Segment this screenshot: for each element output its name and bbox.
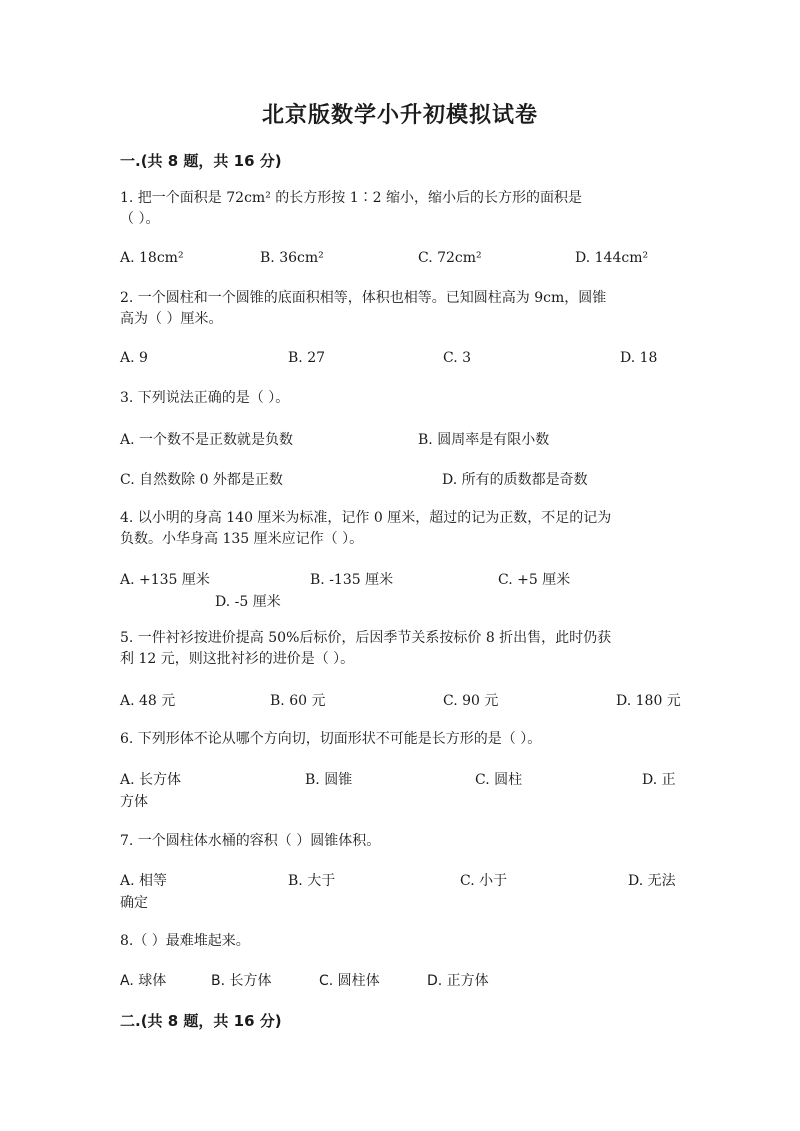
option-d[interactable]: D. 144cm²: [575, 250, 649, 266]
option-c[interactable]: C. 自然数除 0 外都是正数: [120, 472, 283, 488]
question-1-line2: （ ）。: [120, 211, 160, 227]
question-5: [120, 628, 680, 670]
question-2-options: [120, 350, 680, 372]
question-1-options: [120, 250, 680, 272]
option-a[interactable]: A. +135 厘米: [120, 572, 210, 588]
question-3: [120, 388, 680, 409]
question-4-line2: 负数。小华身高 135 厘米应记作（ ）。: [120, 531, 364, 547]
option-a[interactable]: A. 9: [120, 350, 148, 366]
option-c[interactable]: C. 圆柱: [475, 772, 523, 788]
question-5-options: [120, 690, 680, 712]
question-2-line2: 高为（ ）厘米。: [120, 311, 223, 327]
question-8-options: [120, 970, 680, 992]
option-b[interactable]: B. 圆周率是有限小数: [418, 432, 550, 448]
option-c[interactable]: C. +5 厘米: [498, 572, 571, 588]
option-a[interactable]: A. 一个数不是正数就是负数: [120, 432, 294, 448]
question-3-options-row2: [120, 469, 680, 491]
option-b[interactable]: B. 长方体: [211, 973, 272, 989]
option-d[interactable]: D. -5 厘米: [215, 594, 281, 610]
option-b[interactable]: B. 27: [288, 350, 326, 366]
option-a[interactable]: A. 球体: [120, 973, 167, 989]
section-heading-2: 二.(共 8 题，共 16 分): [120, 1012, 282, 1030]
question-5-line2: 利 12 元，则这批衬衫的进价是（ ）。: [120, 651, 355, 667]
question-4-line1: 4. 以小明的身高 140 厘米为标准，记作 0 厘米，超过的记为正数，不足的记为: [120, 510, 612, 526]
option-c[interactable]: C. 90 元: [443, 693, 499, 709]
option-b[interactable]: B. -135 厘米: [310, 572, 394, 588]
question-6: [120, 729, 680, 750]
option-a[interactable]: A. 相等: [120, 873, 168, 889]
question-6-line1: 6. 下列形体不论从哪个方向切，切面形状不可能是长方形的是（ ）。: [120, 731, 542, 747]
option-d[interactable]: D. 所有的质数都是奇数: [442, 472, 588, 488]
option-a[interactable]: A. 48 元: [120, 693, 176, 709]
option-b[interactable]: B. 60 元: [270, 693, 326, 709]
section-heading-1: 一.(共 8 题，共 16 分): [120, 152, 282, 170]
option-d[interactable]: D. 180 元: [616, 693, 681, 709]
question-4: [120, 508, 680, 550]
option-c[interactable]: C. 圆柱体: [319, 973, 380, 989]
question-7-options: [120, 870, 680, 892]
question-7: [120, 831, 680, 852]
option-a[interactable]: A. 18cm²: [120, 250, 184, 266]
question-2: [120, 288, 680, 330]
question-1: [120, 188, 680, 230]
question-3-line1: 3. 下列说法正确的是（ ）。: [120, 390, 290, 406]
option-b[interactable]: B. 圆锥: [305, 772, 353, 788]
page-title: 北京版数学小升初模拟试卷: [261, 103, 538, 128]
option-d[interactable]: D. 正方体: [427, 973, 489, 989]
question-1-line1: 1. 把一个面积是 72cm² 的长方形按 1∶2 缩小，缩小后的长方形的面积是: [120, 190, 582, 206]
option-b[interactable]: B. 36cm²: [260, 250, 324, 266]
question-5-line1: 5. 一件衬衫按进价提高 50%后标价，后因季节关系按标价 8 折出售，此时仍获: [120, 630, 612, 646]
question-6-options: [120, 769, 680, 791]
option-d[interactable]: D. 正: [642, 772, 676, 788]
option-c[interactable]: C. 小于: [460, 873, 508, 889]
question-3-options-row1: [120, 429, 680, 451]
question-8-line1: 8.（ ）最难堆起来。: [120, 933, 250, 949]
option-d-wrap: 确定: [120, 895, 148, 911]
question-2-line1: 2. 一个圆柱和一个圆锥的底面积相等，体积也相等。已知圆柱高为 9cm，圆锥: [120, 290, 607, 306]
option-c[interactable]: C. 72cm²: [418, 250, 482, 266]
option-a[interactable]: A. 长方体: [120, 772, 182, 788]
option-d-wrap: 方体: [120, 794, 148, 810]
option-d[interactable]: D. 无法: [628, 873, 676, 889]
question-8: [120, 931, 680, 952]
question-7-line1: 7. 一个圆柱体水桶的容积（ ）圆锥体积。: [120, 833, 381, 849]
option-d[interactable]: D. 18: [620, 350, 658, 366]
option-c[interactable]: C. 3: [443, 350, 472, 366]
question-4-options-row1: [120, 569, 680, 591]
option-b[interactable]: B. 大于: [288, 873, 336, 889]
